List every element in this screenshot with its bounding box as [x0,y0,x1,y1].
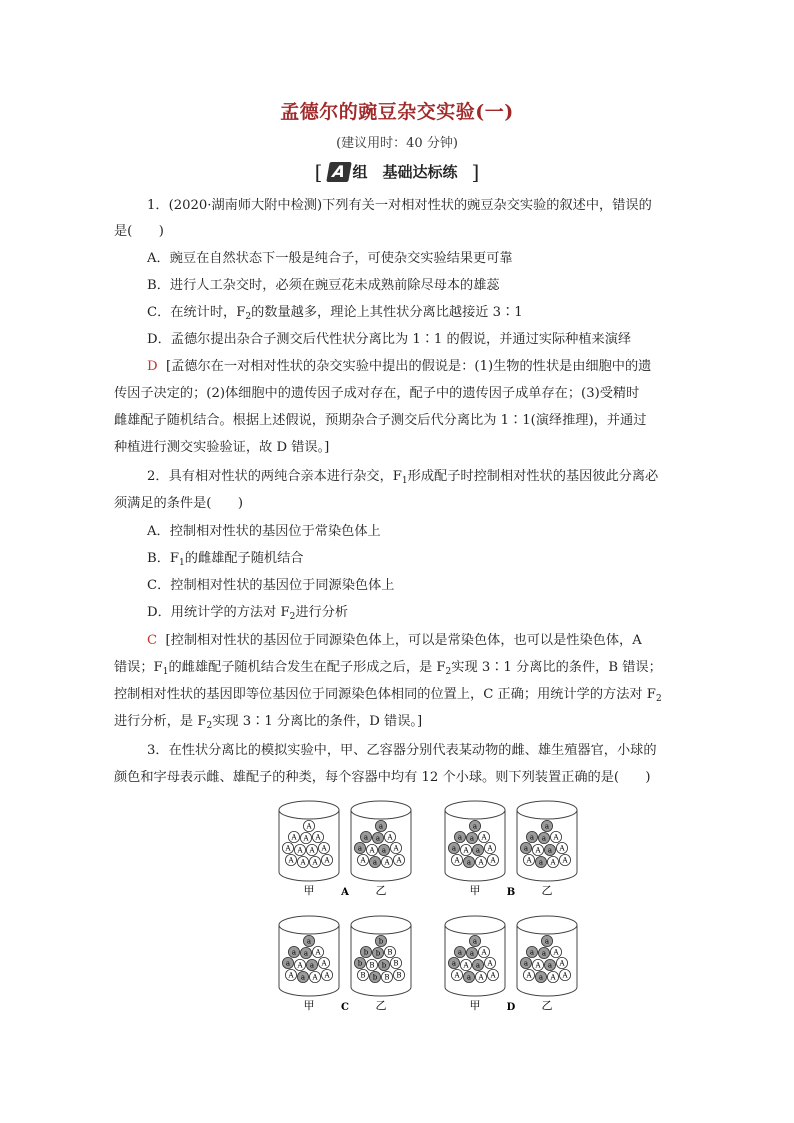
subscript: 1 [179,558,185,568]
ball-letter: a [363,833,369,842]
ball-letter: A [315,833,321,842]
ball-letter: A [369,846,375,855]
ball-letter: a [469,834,475,843]
ball-letter: A [312,858,318,867]
ball-letter: B [360,971,366,980]
q1-option-b: B．进行人工杂交时，必须在豌豆花未成熟前除尽母本的雄蕊 [147,278,500,293]
ball-letter: a [381,846,387,855]
ball-letter: B [387,948,393,957]
q1-stem-line-2: 是( ) [114,224,164,239]
ball-letter: A [490,971,496,980]
q2-stem-post: 形成配子时控制相对性状的基因彼此分离必 [407,469,659,484]
ball-letter: A [562,856,568,865]
subscript: 2 [245,312,252,322]
ball-letter: A [387,833,393,842]
q2-exp3-a: 控制相对性状的基因即等位基因位于同源染色体相同的位置上，C 正确；用统计学的方法对 F [114,687,656,702]
ball-letter: A [306,822,312,831]
ball-letter: a [466,858,472,867]
ball-letter: B [384,973,390,982]
ball-letter: A [481,948,487,957]
q2-explanation-line-4 [114,712,422,736]
subscript: 2 [655,694,662,704]
ball-letter: a [291,948,297,957]
cup-rim [445,801,505,819]
ball-letter: A [526,856,532,865]
ball-letter: a [372,858,378,867]
subscript: 2 [289,612,296,622]
ball-letter: a [306,937,312,946]
ball-letter: a [457,948,463,957]
ball-letter: A [562,971,568,980]
ball-letter: A [321,959,327,968]
q3-stem-line-1: 3．在性状分离比的模拟实验中，甲、乙容器分别代表某动物的雌、雄生殖器官，小球的 [147,743,657,758]
ball-letter: A [291,833,297,842]
ball-letter: b [363,948,369,957]
ball-letter: A [360,856,366,865]
q1-explanation-text-1: [孟德尔在一对相对性状的杂交实验中提出的假说是：(1)生物的性状是由细胞中的遗 [165,359,652,374]
ball-letter: b [357,959,363,968]
ball-letter: a [472,937,478,946]
ball-letter: a [541,834,547,843]
q1-explanation-line-3: 雌雄配子随机结合。根据上述假说，预期杂合子测交后代分离比为 1∶1(演绎推理)，并通过 [114,413,647,428]
ball-letter: a [529,948,535,957]
ball-letter: A [550,973,556,982]
ball-letter: a [357,844,363,853]
q2-explanation-text-1: [控制相对性状的基因位于同源染色体上，可以是常染色体，也可以是性染色体，A [165,633,642,648]
q1-explanation-line-4: 种植进行测交实验验证，故 D 错误。] [114,440,330,455]
ball-letter: A [481,833,487,842]
q1-option-c-post: 的数量越多，理论上其性状分离比越接近 3∶1 [251,305,523,320]
ball-letter: A [303,834,309,843]
ball-letter: a [472,822,478,831]
ball-letter: a [469,949,475,958]
q1-explanation-line-2: 传因子决定的；(2)体细胞中的遗传因子成对存在，配子中的遗传因子成单存在；(3)受精时 [114,386,640,401]
cup-label: 甲 [469,999,481,1012]
ball-letter: a [457,833,463,842]
cup-label: 乙 [375,999,387,1012]
q1-option-a: A．豌豆在自然状态下一般是纯合子，可使杂交实验结果更可靠 [147,251,513,266]
ball-letter: a [378,822,384,831]
q2-option-b [147,549,303,573]
ball-letter: A [553,833,559,842]
q2-option-d [147,603,348,627]
ball-letter: a [523,959,529,968]
cup-rim [445,916,505,934]
ball-letter: a [300,973,306,982]
ball-letter: a [466,973,472,982]
group-heading-text: 组 基础达标练 [352,163,458,181]
ball-letter: A [478,973,484,982]
ball-letter: A [309,846,315,855]
ball-letter: A [300,858,306,867]
ball-letter: B [393,959,399,968]
ball-letter: a [544,937,550,946]
ball-letter: A [478,858,484,867]
ball-letter: B [369,961,375,970]
cup-label: 甲 [303,999,315,1012]
ball-letter: A [553,948,559,957]
ball-letter: a [544,822,550,831]
cup-label: 甲 [303,884,315,897]
subscript: 1 [162,667,169,677]
q2-stem-line-1 [147,467,658,491]
ball-letter: A [393,844,399,853]
q1-option-d: D．孟德尔提出杂合子测交后代性状分离比为 1∶1 的假说，并通过实际种植来演绎 [147,332,632,347]
ball-letter: a [451,844,457,853]
ball-letter: A [559,844,565,853]
ball-letter: A [396,856,402,865]
q3-apparatus-figure [255,795,675,1025]
cup-label: 甲 [469,884,481,897]
ball-letter: A [454,856,460,865]
ball-letter: a [529,833,535,842]
ball-letter: A [315,948,321,957]
ball-letter: a [451,959,457,968]
ball-letter: A [463,846,469,855]
ball-letter: a [541,949,547,958]
left-bracket-icon: [ [314,160,323,184]
ball-letter: a [375,834,381,843]
cup-rim [351,916,411,934]
subscript: 1 [401,476,408,486]
option-label: C [341,1002,349,1013]
ball-letter: A [321,844,327,853]
ball-letter: A [526,971,532,980]
ball-letter: A [297,846,303,855]
group-heading [0,160,794,184]
q2-explanation-line-1 [147,631,642,651]
q2-option-d-post: 进行分析 [295,605,349,620]
ball-letter: A [454,971,460,980]
q3-stem-line-2: 颜色和字母表示雌、雄配子的种类，每个容器中均有 12 个小球。则下列装置正确的是( ) [114,770,651,785]
ball-letter: A [559,959,565,968]
ball-letter: a [285,959,291,968]
ball-letter: A [285,844,291,853]
cup-rim [279,801,339,819]
ball-letter: A [487,844,493,853]
q2-stem-pre: 2．具有相对性状的两纯合亲本进行杂交，F [147,469,402,484]
ball-letter: a [309,961,315,970]
q2-explanation-line-2 [114,658,662,682]
q1-option-c [147,303,523,327]
ball-letter: b [381,961,387,970]
cup-label: 乙 [375,884,387,897]
ball-letter: A [487,959,493,968]
ball-letter: A [463,961,469,970]
q2-exp2-a: 错误；F [114,660,163,675]
ball-letter: a [303,949,309,958]
option-label: B [506,887,516,898]
group-letter-badge: A [327,162,353,182]
suggested-time: (建议用时：40 分钟) [336,136,458,151]
q2-option-b-pre: B．F [147,551,180,566]
cup-rim [517,916,577,934]
ball-letter: a [475,961,481,970]
option-label: D [506,1002,516,1013]
ball-letter: A [384,858,390,867]
ball-letter: A [535,846,541,855]
option-label: A [341,887,349,898]
q1-explanation-line-1 [147,357,651,377]
ball-letter: a [547,961,553,970]
ball-letter: A [312,973,318,982]
q1-stem-line-1: 1．(2020·湖南师大附中检测)下列有关一对相对性状的豌豆杂交实验的叙述中，错误的 [147,198,652,213]
right-bracket-icon: ] [471,160,480,184]
cup-rim [517,801,577,819]
ball-letter: A [288,856,294,865]
ball-letter: a [523,844,529,853]
q1-answer: D [147,359,158,374]
ball-letter: A [288,971,294,980]
ball-letter: b [378,937,384,946]
q2-explanation-line-3 [114,685,662,709]
ball-letter: b [372,973,378,982]
page-title: 孟德尔的豌豆杂交实验(一) [280,101,514,123]
ball-letter: A [550,858,556,867]
q2-exp4-a: 进行分析，是 F [114,714,207,729]
cup-rim [279,916,339,934]
cup-label: 乙 [541,884,553,897]
ball-letter: A [297,961,303,970]
q2-option-b-post: 的雌雄配子随机结合 [184,551,304,566]
ball-letter: A [535,961,541,970]
ball-letter: A [324,971,330,980]
ball-letter: A [490,856,496,865]
q2-exp4-b: 实现 3∶1 分离比的条件，D 错误。] [212,714,423,729]
cup-label: 乙 [541,999,553,1012]
q2-option-c: C．控制相对性状的基因位于同源染色体上 [147,578,395,593]
q2-exp2-b: 的雌雄配子随机结合发生在配子形成之后，是 F [168,660,446,675]
q2-option-d-pre: D．用统计学的方法对 F [147,605,290,620]
ball-letter: A [324,856,330,865]
ball-letter: B [396,971,402,980]
q2-exp2-c: 实现 3∶1 分离比的条件，B 错误； [451,660,662,675]
q1-option-c-pre: C．在统计时，F [147,305,246,320]
subscript: 2 [445,667,452,677]
ball-letter: a [538,973,544,982]
ball-letter: b [375,949,381,958]
q2-option-a: A．控制相对性状的基因位于常染色体上 [147,524,381,539]
ball-letter: a [475,846,481,855]
q2-answer: C [147,633,158,648]
ball-letter: a [547,846,553,855]
cup-rim [351,801,411,819]
ball-letter: a [538,858,544,867]
q2-stem-line-2: 须满足的条件是( ) [114,496,243,511]
subscript: 2 [206,721,213,731]
